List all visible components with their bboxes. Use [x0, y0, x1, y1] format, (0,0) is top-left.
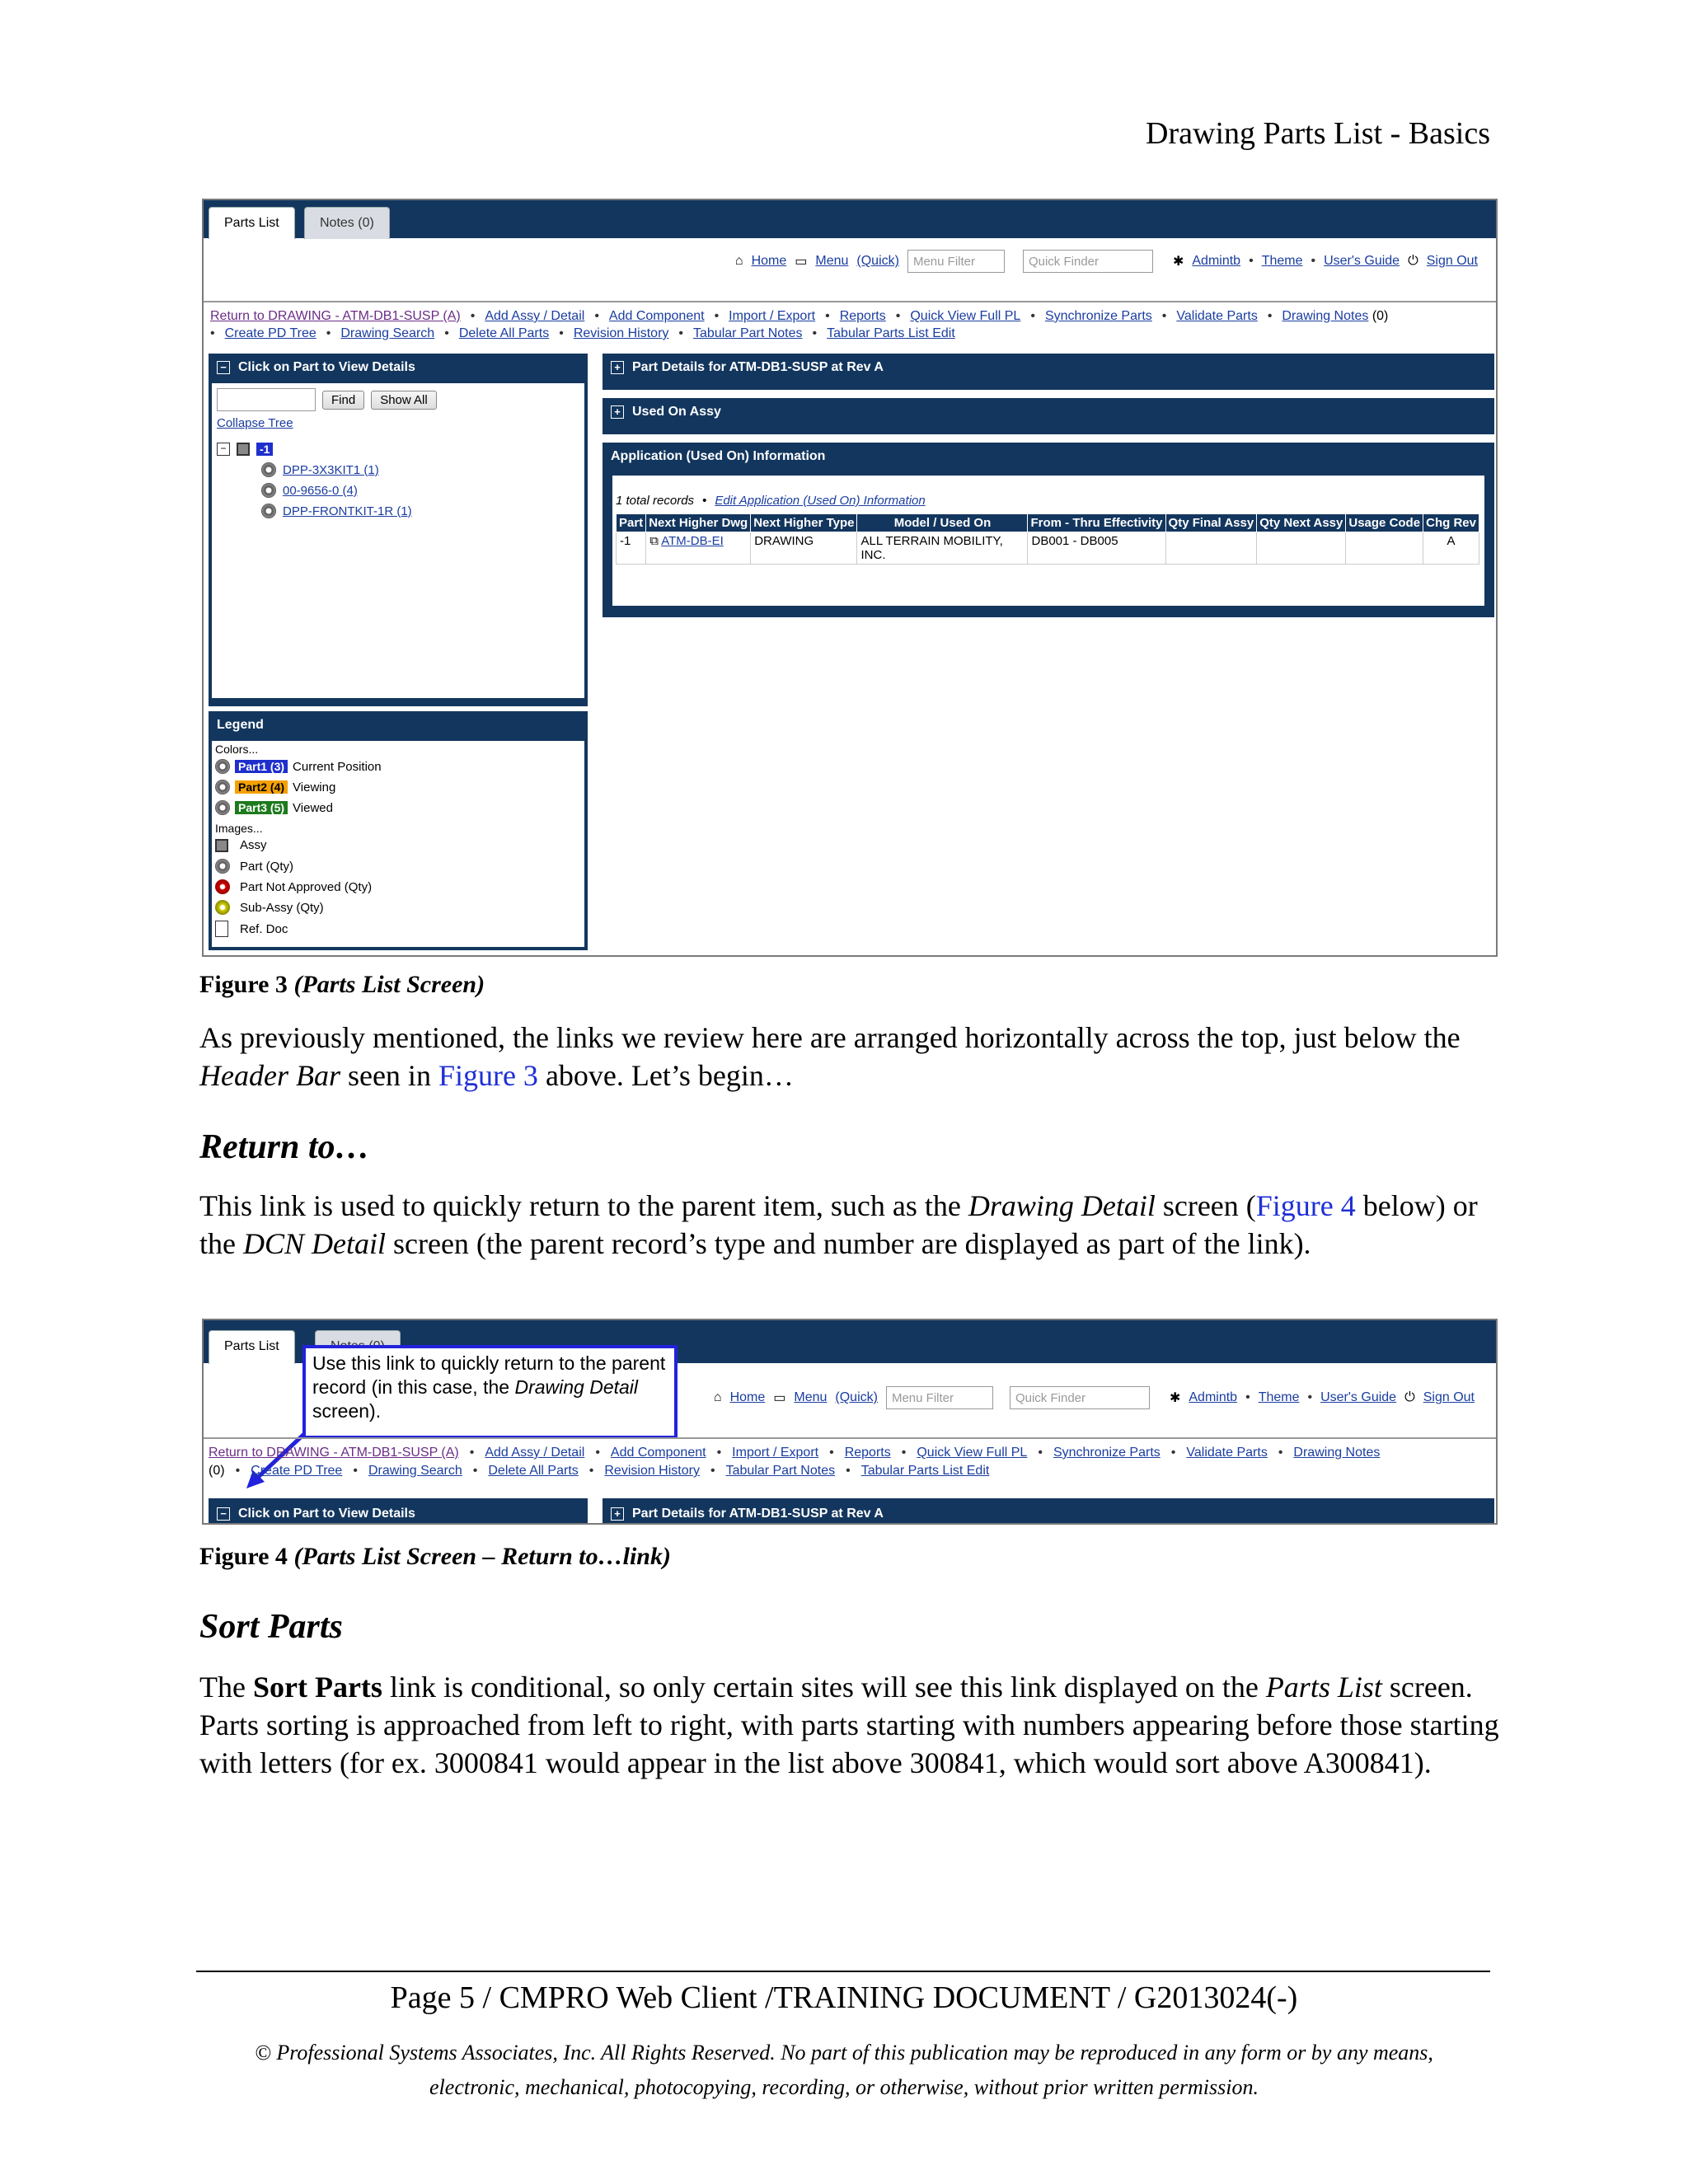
- part-icon: [261, 462, 276, 477]
- legend-color-row: Part2 (4) Viewing: [215, 780, 335, 794]
- tab-parts-list[interactable]: Parts List: [209, 207, 295, 239]
- import-export-link[interactable]: Import / Export: [729, 309, 816, 323]
- users-guide-link[interactable]: User's Guide: [1324, 254, 1400, 268]
- menu-icon: ▭: [773, 1391, 786, 1405]
- home-icon: ⌂: [713, 1390, 722, 1404]
- assy-icon: [215, 839, 228, 852]
- return-to-paragraph: This link is used to quickly return to the parent item, such as the Drawing Detail screen (Figure 4 below) or the DCN Detail screen (the parent record’s type and number are displayed as part of the link).: [199, 1189, 1478, 1260]
- menu-link[interactable]: Menu: [794, 1390, 828, 1404]
- sort-parts-paragraph: The Sort Parts link is conditional, so only certain sites will see this link displayed on the Parts List screen. Parts sorting is approached from left to right, with parts starting with numbers appearing before those starting with letters (for ex. 3000841 would appear in the list above 300841, which would sort above A300841).: [199, 1671, 1499, 1779]
- tree-root[interactable]: [217, 443, 273, 456]
- section-heading-sort-parts: Sort Parts: [199, 1608, 343, 1646]
- add-assy-link[interactable]: Add Assy / Detail: [485, 1446, 585, 1460]
- add-component-link[interactable]: Add Component: [610, 1446, 706, 1460]
- theme-link[interactable]: Theme: [1261, 254, 1303, 268]
- sub-assy-icon: [215, 900, 230, 915]
- legend-panel: Legend Colors... Part1 (3) Current Position Part2 (4) Viewing Part3 (5) Viewed Images... Assy Part (Qty) Part Not Approved (Qty) Sub-Assy (Qty) Ref. Doc: [209, 711, 588, 950]
- import-export-link[interactable]: Import / Export: [732, 1446, 819, 1460]
- menu-quick-link[interactable]: (Quick): [835, 1390, 878, 1404]
- part-icon: [261, 483, 276, 498]
- action-links-row-2: • Create PD Tree • Drawing Search • Delete All Parts • Revision History • Tabular Part Notes • Tabular Parts List Edit: [210, 326, 955, 340]
- part-icon: [215, 859, 230, 874]
- return-to-link[interactable]: Return to DRAWING - ATM-DB1-SUSP (A): [210, 309, 461, 323]
- menu-icon: ▭: [795, 255, 808, 269]
- part-icon: [215, 780, 230, 794]
- revision-history-link[interactable]: Revision History: [573, 326, 669, 340]
- tabular-part-notes-link[interactable]: Tabular Part Notes: [693, 326, 803, 340]
- reports-link[interactable]: Reports: [844, 1446, 891, 1460]
- document-icon: [215, 921, 228, 937]
- drawing-notes-link[interactable]: Drawing Notes: [1282, 309, 1369, 323]
- footer-copyright: © Professional Systems Associates, Inc. All Rights Reserved. No part of this publication may be reproduced in any form or by any means, electronic, mechanical, photocopying, recording, or otherwise, without prior written permission.: [255, 2041, 1433, 2099]
- synchronize-parts-link[interactable]: Synchronize Parts: [1044, 309, 1152, 323]
- drawing-notes-count: (0): [209, 1464, 225, 1478]
- table-header-row: Part Next Higher Dwg Next Higher Type Model / Used On From - Thru Effectivity Qty Final Assy Qty Next Assy Usage Code Chg Rev: [617, 514, 1479, 532]
- theme-link[interactable]: Theme: [1258, 1390, 1300, 1404]
- figure-4-screenshot: [202, 1319, 1498, 1525]
- home-link[interactable]: Home: [751, 254, 787, 268]
- drawing-search-link[interactable]: Drawing Search: [368, 1464, 462, 1478]
- expand-icon[interactable]: +: [611, 361, 624, 374]
- menu-filter-input[interactable]: Menu Filter: [886, 1386, 993, 1409]
- action-links-row-2: (0) • Create PD Tree • Drawing Search • Delete All Parts • Revision History • Tabular Part Notes • Tabular Parts List Edit: [209, 1464, 990, 1478]
- part-icon: [215, 800, 230, 815]
- part-icon: [261, 504, 276, 518]
- gear-icon: ✱: [1169, 1391, 1181, 1405]
- tabular-parts-list-edit-link[interactable]: Tabular Parts List Edit: [860, 1464, 990, 1478]
- tree-panel: − Click on Part to View Details: [209, 1498, 588, 1525]
- legend-color-row: Part3 (5) Viewed: [215, 800, 333, 815]
- drawing-notes-link[interactable]: Drawing Notes: [1293, 1446, 1381, 1460]
- menu-quick-link[interactable]: (Quick): [856, 254, 899, 268]
- quick-finder-input[interactable]: Quick Finder: [1010, 1386, 1150, 1409]
- home-link[interactable]: Home: [729, 1390, 766, 1404]
- drawing-search-link[interactable]: Drawing Search: [340, 326, 435, 340]
- tabular-parts-list-edit-link[interactable]: Tabular Parts List Edit: [827, 326, 955, 340]
- synchronize-parts-link[interactable]: Synchronize Parts: [1053, 1446, 1160, 1460]
- gear-icon: ✱: [1172, 255, 1184, 269]
- part-icon: [215, 759, 230, 774]
- legend-image-row: Sub-Assy (Qty): [215, 900, 324, 915]
- power-icon: ⏻: [1404, 1390, 1415, 1404]
- footer-divider: [196, 1971, 1490, 1972]
- delete-all-parts-link[interactable]: Delete All Parts: [488, 1464, 579, 1478]
- tree-root-label[interactable]: -1: [256, 443, 273, 456]
- create-pd-tree-link[interactable]: Create PD Tree: [224, 326, 316, 340]
- footer-page-info: Page 5 / CMPRO Web Client /TRAINING DOCUMENT / G2013024(-): [390, 1980, 1298, 2015]
- top-nav: ⌂ Home ▭ Menu (Quick) Menu Filter Quick Finder ✱ Admintb • Theme • User's Guide ⏻ Sign Out: [714, 1386, 1475, 1409]
- used-on-panel[interactable]: + Used On Assy: [603, 398, 1494, 434]
- delete-all-parts-link[interactable]: Delete All Parts: [458, 326, 550, 340]
- tree-item[interactable]: DPP-FRONTKIT-1R (1): [261, 504, 412, 518]
- part-not-approved-icon: [215, 879, 230, 894]
- legend-title: Legend: [217, 718, 264, 732]
- tab-parts-list[interactable]: Parts List: [209, 1330, 295, 1364]
- validate-parts-link[interactable]: Validate Parts: [1186, 1446, 1268, 1460]
- quick-finder-input[interactable]: Quick Finder: [1023, 250, 1153, 273]
- tree-item[interactable]: DPP-3X3KIT1 (1): [261, 462, 379, 477]
- page-header-title: Drawing Parts List - Basics: [1146, 116, 1490, 151]
- user-link[interactable]: Admintb: [1189, 1390, 1238, 1404]
- action-links-row-1: Return to DRAWING - ATM-DB1-SUSP (A) • Add Assy / Detail • Add Component • Import / Export • Reports • Quick View Full PL • Synchronize Parts • Validate Parts • Drawing Notes (0): [210, 309, 1389, 323]
- sign-out-link[interactable]: Sign Out: [1423, 1390, 1475, 1404]
- total-records: 1 total records: [616, 494, 695, 508]
- tabular-part-notes-link[interactable]: Tabular Part Notes: [725, 1464, 836, 1478]
- legend-image-row: Assy: [215, 838, 267, 852]
- intro-paragraph: As previously mentioned, the links we review here are arranged horizontally across the top, just below the Header Bar seen in Figure 3 above. Let’s begin…: [199, 1021, 1461, 1092]
- return-to-link[interactable]: Return to DRAWING - ATM-DB1-SUSP (A): [209, 1446, 459, 1460]
- application-panel: Application (Used On) Information 1 total records • Edit Application (Used On) Information Part Next Higher Dwg Next Higher Type Model / Used On From - Thru Effectivity Qty Final Assy Qty Next Assy Usage Code Chg Rev -1 ⧉ ATM-DB-EI DRAWING ALL TERRAIN MOBILITY, INC. DB001 - DB005 A: [603, 443, 1494, 617]
- action-links-row-1: Return to DRAWING - ATM-DB1-SUSP (A) • Add Assy / Detail • Add Component • Import / Export • Reports • Quick View Full PL • Synchronize Parts • Validate Parts • Drawing Notes: [209, 1446, 1381, 1460]
- collapse-icon[interactable]: −: [217, 443, 230, 456]
- legend-image-row: Part Not Approved (Qty): [215, 879, 372, 894]
- divider: [204, 1437, 1496, 1439]
- power-icon: ⏻: [1408, 254, 1418, 268]
- edit-application-link[interactable]: Edit Application (Used On) Information: [715, 494, 926, 508]
- revision-history-link[interactable]: Revision History: [604, 1464, 700, 1478]
- create-pd-tree-link[interactable]: Create PD Tree: [251, 1464, 343, 1478]
- figure-3-screenshot: [202, 199, 1498, 957]
- menu-link[interactable]: Menu: [815, 254, 849, 268]
- add-component-link[interactable]: Add Component: [608, 309, 705, 323]
- callout-box: Use this link to quickly return to the parent record (in this case, the Drawing Detail screen).: [302, 1345, 678, 1439]
- expand-icon[interactable]: +: [611, 405, 624, 419]
- assy-icon: [237, 443, 250, 456]
- tree-item[interactable]: 00-9656-0 (4): [261, 483, 358, 498]
- collapse-icon[interactable]: −: [217, 1507, 230, 1521]
- application-table: [616, 513, 1479, 565]
- drawing-notes-count: (0): [1372, 309, 1389, 323]
- quick-view-link[interactable]: Quick View Full PL: [917, 1446, 1028, 1460]
- tree-panel: [209, 354, 588, 706]
- part-details-panel: + Part Details for ATM-DB1-SUSP at Rev A: [603, 1498, 1494, 1525]
- table-row: -1 ⧉ ATM-DB-EI DRAWING ALL TERRAIN MOBILITY, INC. DB001 - DB005 A: [617, 532, 1479, 565]
- tree-search-input[interactable]: [217, 388, 316, 411]
- part-details-panel[interactable]: + Part Details for ATM-DB1-SUSP at Rev A: [603, 354, 1494, 390]
- tree-panel-title: Click on Part to View Details: [238, 360, 415, 374]
- figure-3-link[interactable]: Figure 3: [438, 1059, 538, 1092]
- validate-parts-link[interactable]: Validate Parts: [1176, 309, 1258, 323]
- user-link[interactable]: Admintb: [1192, 254, 1241, 268]
- figure-3-caption: Figure 3 (Parts List Screen): [199, 971, 485, 998]
- popup-icon[interactable]: ⧉: [649, 534, 659, 548]
- tab-notes[interactable]: Notes (0): [304, 207, 390, 239]
- users-guide-link[interactable]: User's Guide: [1320, 1390, 1397, 1404]
- sign-out-link[interactable]: Sign Out: [1426, 254, 1478, 268]
- top-nav: ⌂ Home ▭ Menu (Quick) Menu Filter Quick Finder ✱ Admintb • Theme • User's Guide ⏻ Sign Out: [735, 250, 1478, 273]
- figure-4-link[interactable]: Figure 4: [1255, 1189, 1356, 1222]
- reports-link[interactable]: Reports: [839, 309, 886, 323]
- quick-view-link[interactable]: Quick View Full PL: [910, 309, 1021, 323]
- collapse-icon[interactable]: −: [217, 361, 230, 374]
- legend-image-row: Part (Qty): [215, 859, 293, 874]
- collapse-tree-link[interactable]: Collapse Tree: [217, 416, 293, 430]
- tab-bar: [204, 200, 1496, 238]
- figure-4-caption: Figure 4 (Parts List Screen – Return to…link): [199, 1543, 671, 1570]
- legend-color-row: Part1 (3) Current Position: [215, 759, 382, 774]
- show-all-button[interactable]: Show All: [371, 391, 437, 410]
- add-assy-link[interactable]: Add Assy / Detail: [485, 309, 585, 323]
- menu-filter-input[interactable]: Menu Filter: [907, 250, 1005, 273]
- home-icon: ⌂: [734, 254, 743, 268]
- section-heading-return-to: Return to…: [199, 1128, 370, 1166]
- legend-image-row: Ref. Doc: [215, 921, 288, 937]
- expand-icon[interactable]: +: [611, 1507, 624, 1521]
- find-button[interactable]: Find: [322, 391, 364, 410]
- divider: [204, 301, 1496, 302]
